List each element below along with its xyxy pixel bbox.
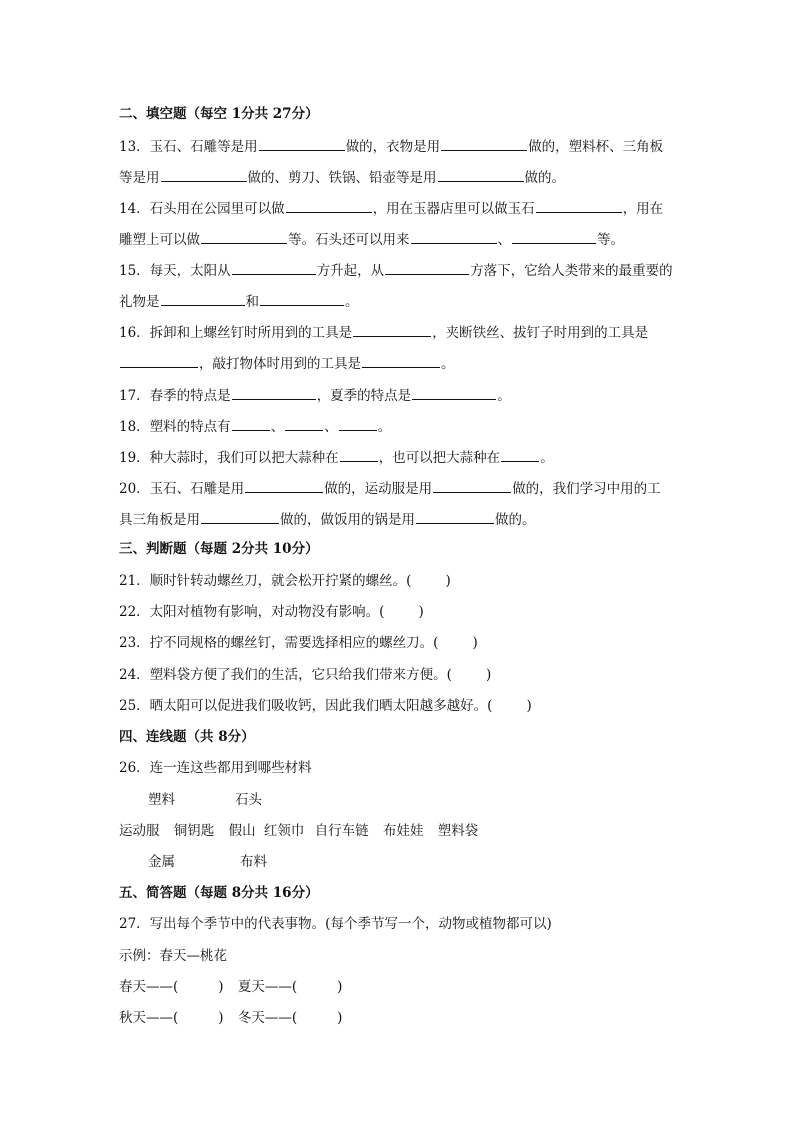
item-bike-chain[interactable]: 自行车链	[314, 823, 369, 839]
question-16-line2	[119, 352, 455, 374]
item-doll[interactable]: 布娃娃	[382, 823, 424, 839]
seasons-row-1	[119, 977, 342, 997]
q24-text: 24．塑料袋方便了我们的生活，它只给我们带来方便。(	[119, 667, 452, 683]
q14-blank-2[interactable]	[536, 197, 622, 213]
winter-label: 冬天——(	[237, 1010, 298, 1026]
q20-blank-3[interactable]	[201, 508, 279, 524]
spring-close-paren: )	[218, 979, 224, 995]
q20-text-b: 做的，运动服是用	[324, 481, 433, 497]
item-sportswear[interactable]: 运动服	[119, 823, 160, 839]
q13-blank-3[interactable]	[161, 166, 247, 182]
material-metal[interactable]: 金属	[148, 854, 175, 870]
q13-blank-2[interactable]	[441, 135, 527, 151]
q14-text-b: ，用在玉器店里可以做玉石	[372, 201, 535, 217]
q18-text-b: 、	[270, 419, 285, 435]
summer-label: 夏天——(	[237, 979, 298, 995]
q19-text-c: 。	[540, 450, 554, 466]
q14-text-c: ，用在	[622, 201, 664, 217]
q18-text-a: 18．塑料的特点有	[119, 419, 231, 435]
section4-heading: 四、连线题（共 8分）	[119, 729, 255, 745]
q15-blank-1[interactable]	[232, 259, 316, 275]
question-26: 26．连一连这些都用到哪些材料	[119, 760, 312, 776]
q20-blank-1[interactable]	[245, 477, 323, 493]
q20-blank-2[interactable]	[433, 477, 511, 493]
autumn-label: 秋天——(	[119, 1010, 179, 1026]
q15-text-c: 方落下，它给人类带来的最重要的	[470, 263, 673, 279]
q17-text-a: 17．春季的特点是	[119, 388, 231, 404]
q19-text-a: 19．种大蒜时，我们可以把大蒜种在	[119, 450, 339, 466]
question-17	[119, 384, 511, 406]
q20-text-d: 具三角板是用	[119, 512, 200, 528]
spring-label: 春天——(	[119, 979, 179, 995]
summer-close-paren: )	[337, 979, 343, 995]
q23-text: 23．拧不同规格的螺丝钉，需要选择相应的螺丝刀。(	[119, 635, 439, 651]
q14-text-f: 、	[497, 232, 511, 248]
q15-text-e: 和	[245, 294, 259, 310]
question-19	[119, 446, 554, 468]
section2-heading: 二、填空题（每空 1分共 27分）	[119, 106, 319, 122]
question-20-line1	[119, 477, 661, 499]
q13-text-b: 做的，衣物是用	[345, 139, 441, 155]
q16-blank-1[interactable]	[353, 321, 431, 337]
q18-blank-1[interactable]	[232, 415, 270, 431]
q15-text-d: 礼物是	[119, 294, 160, 310]
q15-text-a: 15．每天，太阳从	[119, 263, 231, 279]
question-24	[119, 665, 491, 685]
q14-text-g: 等。	[597, 232, 624, 248]
q22-close-paren: )	[418, 604, 424, 620]
question-14-line2	[119, 228, 624, 250]
q23-close-paren: )	[472, 635, 478, 651]
matching-items-row	[119, 821, 478, 841]
q16-blank-3[interactable]	[362, 352, 440, 368]
q17-text-b: ，夏季的特点是	[316, 388, 412, 404]
q14-blank-5[interactable]	[512, 228, 596, 244]
q13-text-d: 等是用	[119, 170, 160, 186]
question-27: 27．写出每个季节中的代表事物。(每个季节写一个，动物或植物都可以)	[119, 916, 552, 932]
q17-blank-1[interactable]	[232, 384, 316, 400]
q19-text-b: ，也可以把大蒜种在	[378, 450, 501, 466]
q20-text-c: 做的，我们学习中用的工	[512, 481, 661, 497]
q20-text-e: 做的，做饭用的锅是用	[280, 512, 415, 528]
question-16-line1	[119, 321, 648, 343]
question-21	[119, 571, 451, 591]
question-18	[119, 415, 391, 437]
q15-text-f: 。	[345, 294, 359, 310]
q20-text-f: 做的。	[495, 512, 536, 528]
section5-heading: 五、简答题（每题 8分共 16分）	[119, 885, 319, 901]
q13-text-e: 做的、剪刀、铁锅、铅壶等是用	[247, 170, 437, 186]
material-plastic[interactable]: 塑料	[148, 792, 175, 808]
q18-blank-2[interactable]	[285, 415, 323, 431]
q25-text: 25．晒太阳可以促进我们吸收钙，因此我们晒太阳越多越好。(	[119, 698, 493, 714]
example-line: 示例：春天—桃花	[119, 948, 227, 964]
q18-blank-3[interactable]	[339, 415, 377, 431]
q13-blank-4[interactable]	[438, 166, 524, 182]
q13-text-f: 做的。	[524, 170, 565, 186]
question-23	[119, 633, 478, 653]
q15-blank-2[interactable]	[385, 259, 469, 275]
material-cloth[interactable]: 布料	[240, 854, 267, 870]
seasons-row-2	[119, 1008, 342, 1028]
q21-close-paren: )	[445, 573, 451, 589]
q22-text: 22．太阳对植物有影响，对动物没有影响。(	[119, 604, 385, 620]
q16-text-b: ，夹断铁丝、拔钉子时用到的工具是	[432, 325, 649, 341]
item-red-scarf[interactable]: 红领巾	[263, 823, 305, 839]
question-25	[119, 696, 532, 716]
q15-blank-3[interactable]	[161, 290, 245, 306]
q18-text-c: 、	[324, 419, 338, 435]
q14-blank-3[interactable]	[201, 228, 287, 244]
q16-blank-2[interactable]	[120, 352, 198, 368]
q19-blank-2[interactable]	[501, 446, 539, 462]
item-plastic-bag[interactable]: 塑料袋	[437, 823, 479, 839]
q16-text-d: ，敲打物体时用到的工具是	[199, 356, 361, 372]
question-13-line2	[119, 166, 565, 188]
q14-text-d: 雕塑上可以做	[119, 232, 200, 248]
winter-close-paren: )	[337, 1010, 343, 1026]
question-13-line1	[119, 135, 663, 157]
q18-text-d: 。	[377, 419, 392, 435]
question-15-line2	[119, 290, 359, 312]
q13-text-c: 做的，塑料杯、三角板	[528, 139, 664, 155]
q24-close-paren: )	[485, 667, 492, 683]
material-stone[interactable]: 石头	[235, 792, 262, 808]
q13-blank-1[interactable]	[259, 135, 345, 151]
autumn-close-paren: )	[218, 1010, 224, 1026]
q17-blank-2[interactable]	[412, 384, 496, 400]
q15-blank-4[interactable]	[260, 290, 344, 306]
item-rockery[interactable]: 假山	[228, 823, 256, 839]
q20-text-a: 20．玉石、石雕是用	[119, 481, 245, 497]
q20-blank-4[interactable]	[416, 508, 494, 524]
q16-text-e: 。	[441, 356, 455, 372]
q13-text-a: 13．玉石、石雕等是用	[119, 139, 258, 155]
q16-text-a: 16．拆卸和上螺丝钉时所用到的工具是	[119, 325, 353, 341]
question-20-line2	[119, 508, 536, 530]
q19-blank-1[interactable]	[340, 446, 378, 462]
q15-text-b: 方升起，从	[316, 263, 385, 279]
question-22	[119, 602, 424, 622]
q14-text-a: 14．石头用在公园里可以做	[119, 201, 285, 217]
question-14-line1	[119, 197, 663, 219]
q14-blank-4[interactable]	[411, 228, 497, 244]
q14-text-e: 等。石头还可以用来	[288, 232, 410, 248]
item-copper-key[interactable]: 铜钥匙	[173, 823, 215, 839]
q14-blank-1[interactable]	[286, 197, 372, 213]
question-15-line1	[119, 259, 673, 281]
q21-text: 21．顺时针转动螺丝刀，就会松开拧紧的螺丝。(	[119, 573, 412, 589]
section3-heading: 三、判断题（每题 2分共 10分）	[119, 541, 319, 557]
q17-text-c: 。	[497, 388, 511, 404]
q25-close-paren: )	[526, 698, 532, 714]
